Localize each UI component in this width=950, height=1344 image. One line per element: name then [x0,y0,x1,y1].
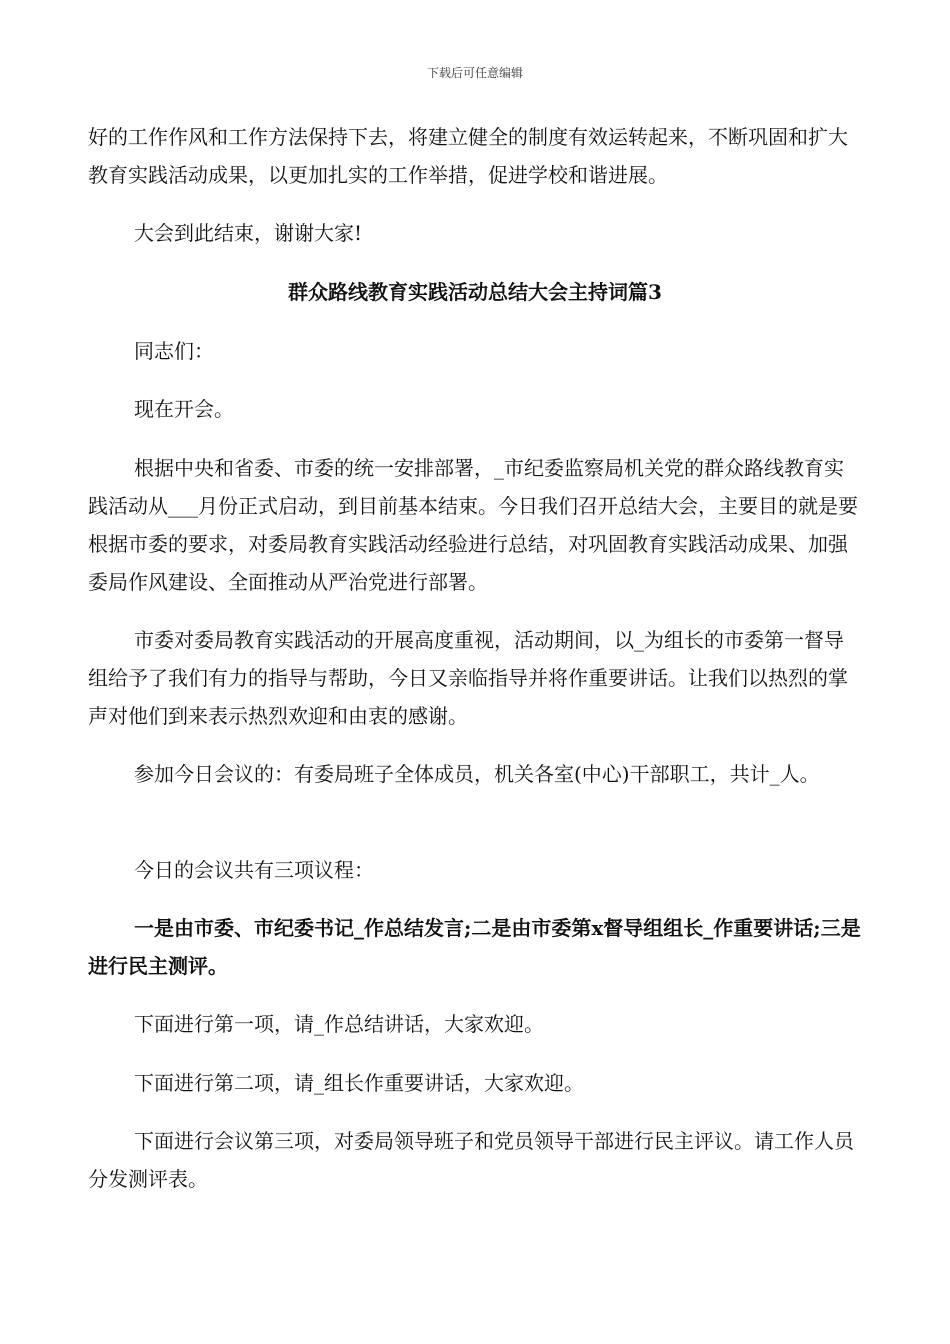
paragraph-4: 现在开会。 [134,397,234,421]
paragraph-10: 下面进行第一项，请_作总结讲话，大家欢迎。 [134,1012,544,1036]
paragraph-5: 根据中央和省委、市委的统一安排部署，_市纪委监察局机关党的群众路线教育实践活动从___月份正式启动，到目前基本结束。今日我们召开总结大会，主要目的就是要根据市委的要求，对委局教育实践活动经验进行总结，对巩固教育实践活动成果、加强委局作风建设、全面推动从严治党进行部署。 [88,456,858,594]
paragraph-12: 下面进行会议第三项，对委局领导班子和党员领导干部进行民主评议。请工作人员分发测评表。 [88,1129,854,1191]
header-note: 下载后可任意编辑 [426,66,523,80]
paragraph-1: 好的工作作风和工作方法保持下去，将建立健全的制度有效运转起来，不断巩固和扩大教育实践活动成果，以更加扎实的工作举措，促进学校和谐进展。 [88,125,848,187]
paragraph-9: 一是由市委、市纪委书记_作总结发言;二是由市委第x督导组组长_作重要讲话;三是进行民主测评。 [88,916,861,978]
paragraph-11: 下面进行第二项，请_组长作重要讲话，大家欢迎。 [134,1071,584,1095]
section-heading: 群众路线教育实践活动总结大会主持词篇3 [288,280,662,304]
paragraph-8: 今日的会议共有三项议程： [134,858,374,882]
paragraph-2: 大会到此结束，谢谢大家! [134,221,363,245]
paragraph-7: 参加今日会议的：有委局班子全体成员，机关各室(中心)干部职工，共计_人。 [134,762,820,786]
paragraph-3: 同志们： [134,339,214,363]
paragraph-6: 市委对委局教育实践活动的开展高度重视，活动期间，以_为组长的市委第一督导组给予了我们有力的指导与帮助，今日又亲临指导并将作重要讲话。让我们以热烈的掌声对他们到来表示热烈欢迎和由衷的感谢。 [88,628,848,728]
